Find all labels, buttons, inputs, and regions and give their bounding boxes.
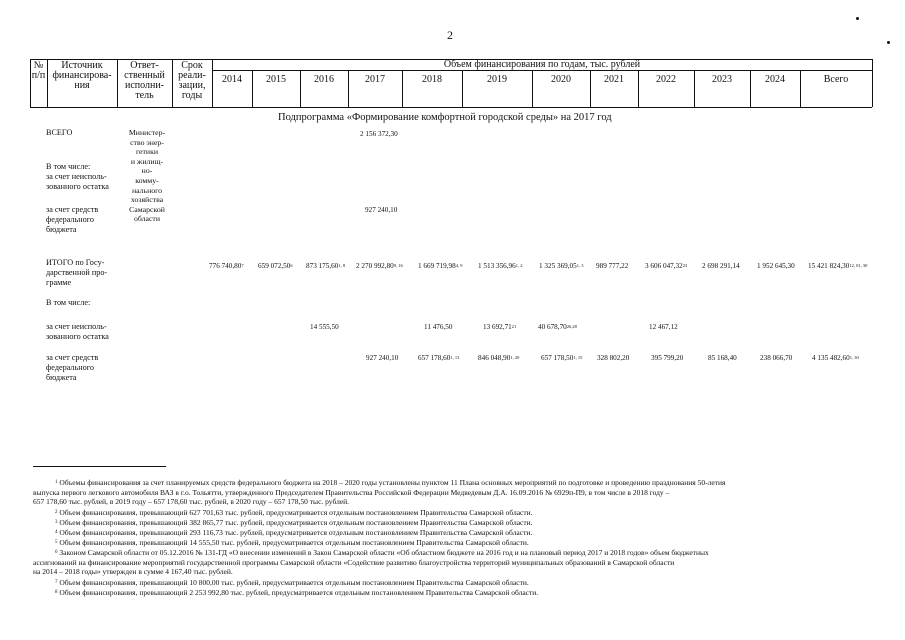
footnote-7: $^7$ Объем финансирования, превышающий 10 800,00 тыс. рублей, предусматривается отдельным постановлением Правительства Самарской области. — [55, 578, 529, 587]
table-cell: 4 135 482,60$^{1, 30}$ — [812, 354, 859, 362]
block1-unused-label: за счет неисполь- зованного остатка — [46, 172, 109, 191]
header-col-responsible: Ответ- ственный исполни- тель — [124, 60, 165, 101]
table-cell: 1 513 356,96$^{1, 2}$ — [478, 262, 523, 270]
table-cell: 328 802,20 — [597, 354, 630, 362]
table-cell: 13 692,71$^{21}$ — [483, 323, 517, 331]
table-cell: 776 740,80$^7$ — [209, 262, 244, 270]
footnote-separator — [33, 466, 166, 467]
block1-incl-label: В том числе: — [46, 162, 91, 171]
block2-total-label: ИТОГО по Госу- дарственной про- грамме — [46, 258, 108, 287]
header-funding-title: Объем финансирования по годам, тыс. рублей — [443, 59, 641, 70]
header-year-2024: 2024 — [765, 74, 785, 85]
table-cell: 846 048,90$^{1, 20}$ — [478, 354, 520, 362]
table-cell: 1 669 719,98$^{4, 9}$ — [418, 262, 463, 270]
table-cell: 85 168,40 — [708, 354, 737, 362]
scan-speck — [887, 41, 890, 44]
header-year-2021: 2021 — [604, 74, 624, 85]
footnote-2: $^2$ Объем финансирования, превышающий 627 701,63 тыс. рублей, предусматривается отдельным постановлением Правительства Самарской области. — [55, 508, 533, 517]
footnote-4: $^4$ Объем финансирования, превышающий 293 116,73 тыс. рублей, предусматривается отдельным постановлением Правительства Самарской области. — [55, 528, 533, 537]
table-cell: 15 421 824,30$^{12, 01, 30}$ — [808, 262, 868, 270]
table-cell: 2 270 992,80$^{9, 16}$ — [356, 262, 403, 270]
header-year-2015: 2015 — [266, 74, 286, 85]
header-total: Всего — [823, 74, 849, 85]
table-cell: 395 799,20 — [651, 354, 684, 362]
header-col-term: Срок реали- зации, годы — [178, 60, 206, 101]
table-cell: 12 467,12 — [649, 323, 678, 331]
table-cell: 657 178,60$^{1, 13}$ — [418, 354, 460, 362]
header-year-2019: 2019 — [487, 74, 507, 85]
scan-speck — [856, 17, 859, 20]
table-cell: 1 952 645,30 — [757, 262, 795, 270]
table-cell: 927 240,10 — [366, 354, 399, 362]
header-col-number: № п/п — [31, 60, 46, 81]
subprogram-title: Подпрограмма «Формирование комфортной городской среды» на 2017 год — [278, 112, 612, 123]
header-year-2017: 2017 — [365, 74, 385, 85]
table-cell: 3 606 047,32$^{23}$ — [645, 262, 688, 270]
block1-federal-2017: 927 240,10 — [365, 206, 398, 214]
footnote-5: $^5$ Объем финансирования, превышающий 14 555,50 тыс. рублей, предусматривается отдельным постановлением Правительства Самарской области. — [55, 538, 529, 547]
table-cell: 14 555,50 — [310, 323, 339, 331]
table-cell: 1 325 369,05$^{1, 3}$ — [539, 262, 584, 270]
block1-federal-label: за счет средств федерального бюджета — [46, 205, 99, 234]
header-year-2014: 2014 — [222, 74, 242, 85]
footnote-1: $^1$ Объемы финансирования за счет планируемых средств федерального бюджета на 2018 – 2020 годы установлены пунктом 11 Плана основных мероприятий по подготовке и проведению празднования 50-летия выпуска первого легкового автомобиля ВАЗ в г.о. Тольятти, утвержденного Председателем Правительства Российской Федерации Медведевым Д.А. 16.09.2016 № 6929п-П9, в том числе в 2018 году – 657 178,60 тыс. рублей, в 2019 году – 657 178,60 тыс. рублей, в 2020 году – 657 178,50 тыс. рублей. — [33, 478, 726, 506]
table-cell: 40 678,70$^{26,28}$ — [538, 323, 577, 331]
header-col-source: Источник финансирова- ния — [52, 60, 112, 91]
block1-total-label: ВСЕГО — [46, 128, 73, 137]
table-cell: 11 476,50 — [424, 323, 453, 331]
block2-federal-label: за счет средств федерального бюджета — [46, 353, 99, 382]
table-cell: 659 072,50$^6$ — [258, 262, 293, 270]
table-cell: 238 066,70 — [760, 354, 793, 362]
table-cell: 989 777,22 — [596, 262, 629, 270]
table-cell: 657 178,50$^{1, 15}$ — [541, 354, 583, 362]
header-year-2022: 2022 — [656, 74, 676, 85]
page-number: 2 — [447, 28, 453, 42]
header-year-2020: 2020 — [551, 74, 571, 85]
block1-responsible: Министер- ство энер- гетики и жилищ- но- комму- нального хозяйства Самарской области — [128, 128, 166, 224]
footnote-8: $^8$ Объем финансирования, превышающий 2 253 992,80 тыс. рублей, предусматривается отдельным постановлением Правительства Самарской области. — [55, 588, 539, 597]
header-year-2016: 2016 — [314, 74, 334, 85]
block2-unused-label: за счет неисполь- зованного остатка — [46, 322, 109, 341]
footnote-6: $^6$ Законом Самарской области от 05.12.2016 № 131-ГД «О внесении изменений в Закон Самарской области «Об областном бюджете на 2016 год и на плановый период 2017 и 2018 годов» объем бюджетных ассигнований на финансирование мероприятий государственной программы Самарской области «Содействие развитию благоустройства территорий муниципальных образований в Самарской области на 2014 – 2018 годы» утвержден в сумме 4 167,40 тыс. рублей. — [33, 548, 709, 576]
table-cell: 873 175,60$^{1, 8}$ — [306, 262, 346, 270]
block1-total-2017: 2 156 372,30 — [360, 130, 398, 138]
block2-incl-label: В том числе: — [46, 298, 91, 307]
header-year-2023: 2023 — [712, 74, 732, 85]
table-cell: 2 698 291,14 — [702, 262, 740, 270]
footnote-3: $^3$ Объем финансирования, превышающий 382 865,77 тыс. рублей, предусматривается отдельным постановлением Правительства Самарской области. — [55, 518, 533, 527]
header-year-2018: 2018 — [422, 74, 442, 85]
